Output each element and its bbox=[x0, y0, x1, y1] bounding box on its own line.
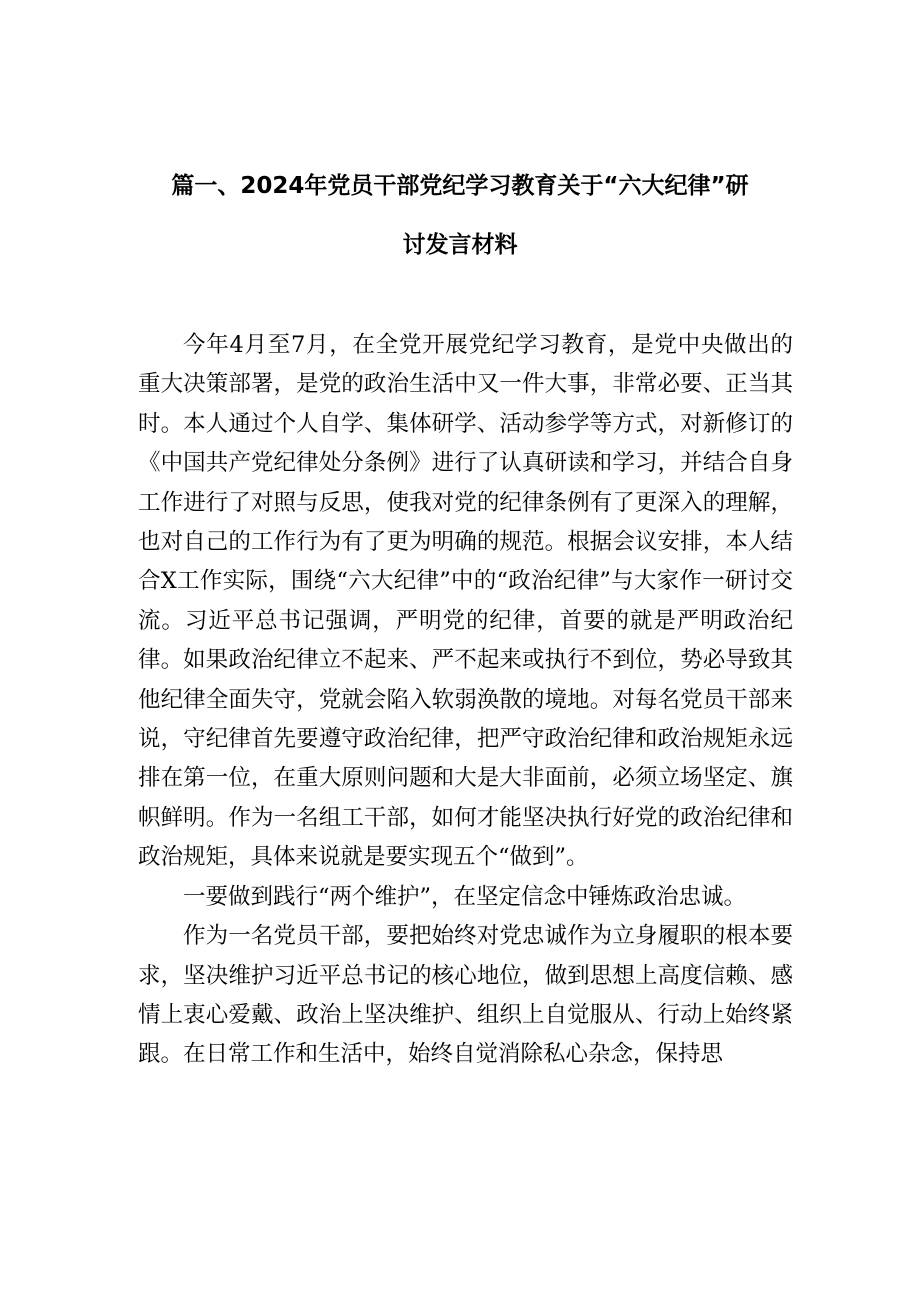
body-paragraph-loyalty: 作为一名党员干部，要把始终对党忠诚作为立身履职的根本要求，坚决维护习近平总书记的核心地位，做到思想上高度信赖、感情上衷心爱戴、政治上坚决维护、组织上自觉服从、行动上始终紧跟。在日常工作和生活中，始终自觉消除私心杂念，保持思 bbox=[138, 923, 793, 1068]
document-body bbox=[138, 326, 793, 1075]
document-title-line-1: 篇一、2024年党员干部党纪学习教育关于“六大纪律”研 bbox=[171, 173, 749, 199]
body-paragraph-heading-one: 一要做到践行“两个维护”，在坚定信念中锤炼政治忠诚。 bbox=[183, 883, 747, 910]
document-title-line-2: 讨发言材料 bbox=[402, 232, 518, 258]
body-paragraph-intro: 今年4月至7月，在全党开展党纪学习教育，是党中央做出的重大决策部署，是党的政治生活中又一件大事，非常必要、正当其时。本人通过个人自学、集体研学、活动参学等方式，对新修订的《中国共产党纪律处分条例》进行了认真研读和学习，并结合自身工作进行了对照与反思，使我对党的纪律条例有了更深入的理解，也对自己的工作行为有了更为明确的规范。根据会议安排，本人结合X工作实际，围绕“六大纪律”中的“政治纪律”与大家作一研讨交流。习近平总书记强调，严明党的纪律，首要的就是严明政治纪律。如果政治纪律立不起来、严不起来或执行不到位，势必导致其他纪律全面失守，党就会陷入软弱涣散的境地。对每名党员干部来说，守纪律首先要遵守政治纪律，把严守政治纪律和政治规矩永远排在第一位，在重大原则问题和大是大非面前，必须立场坚定、旗帜鲜明。作为一名组工干部，如何才能坚决执行好党的政治纪律和政治规矩，具体来说就是要实现五个“做到”。 bbox=[138, 332, 793, 871]
